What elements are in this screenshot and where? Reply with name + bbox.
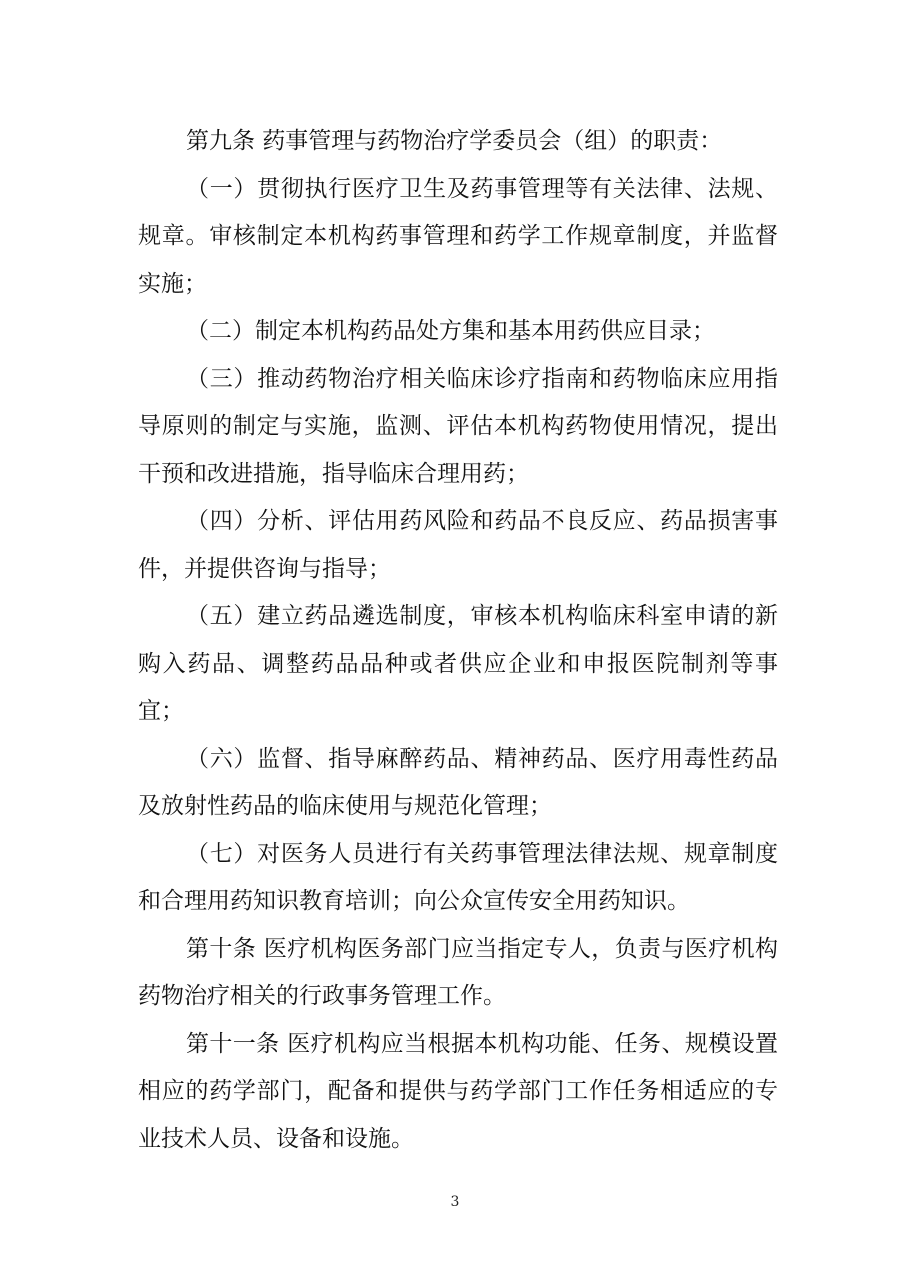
paragraph-item-4: （四）分析、评估用药风险和药品不良反应、药品损害事件，并提供咨询与指导；	[138, 508, 778, 582]
paragraph-item-5: （五）建立药品遴选制度，审核本机构临床科室申请的新购入药品、调整药品品种或者供应企业和申报医院制剂等事宜；	[138, 603, 778, 724]
paragraph-item-1: （一）贯彻执行医疗卫生及药事管理等有关法律、法规、规章。审核制定本机构药事管理和药学工作规章制度，并监督实施；	[138, 175, 778, 297]
paragraph-item-3: （三）推动药物治疗相关临床诊疗指南和药物临床应用指导原则的制定与实施，监测、评估本机构药物使用情况，提出干预和改进措施，指导临床合理用药；	[138, 365, 778, 487]
paragraph-article-10: 第十条 医疗机构医务部门应当指定专人，负责与医疗机构药物治疗相关的行政事务管理工作。	[138, 935, 778, 1009]
page-number: 3	[450, 1194, 460, 1210]
paragraph-article-11: 第十一条 医疗机构应当根据本机构功能、任务、规模设置相应的药学部门，配备和提供与药学部门工作任务相适应的专业技术人员、设备和设施。	[138, 1030, 778, 1152]
paragraph-article-9: 第九条 药事管理与药物治疗学委员会（组）的职责：	[186, 128, 723, 154]
paragraph-item-7: （七）对医务人员进行有关药事管理法律法规、规章制度和合理用药知识教育培训；向公众宣传安全用药知识。	[138, 840, 778, 914]
document-body	[138, 118, 778, 1163]
paragraph-item-2: （二）制定本机构药品处方集和基本用药供应目录；	[186, 318, 715, 344]
paragraph-item-6: （六）监督、指导麻醉药品、精神药品、医疗用毒性药品及放射性药品的临床使用与规范化管理；	[138, 745, 778, 819]
